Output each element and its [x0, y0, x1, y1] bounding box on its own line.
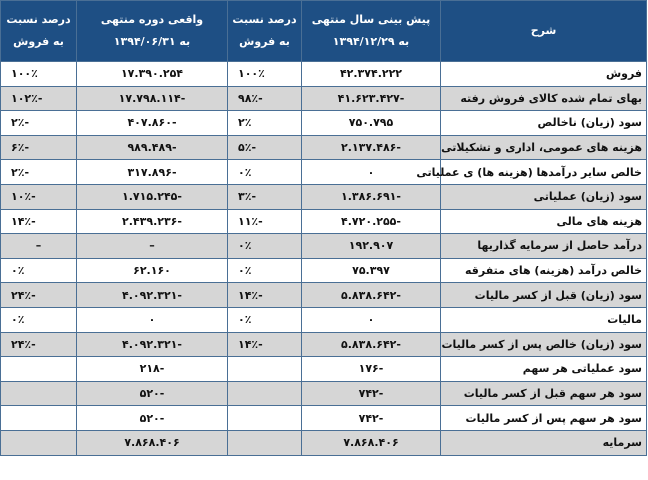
table-row	[1, 234, 647, 259]
row-forecast-value: ۰	[302, 160, 441, 185]
row-actual-value: -۵۲۰	[77, 406, 228, 431]
row-forecast-value: ۷.۸۶۸.۴۰۶	[302, 430, 441, 455]
row-forecast-pct: -۱۴٪	[228, 332, 302, 357]
row-actual-pct	[1, 430, 77, 455]
row-actual-pct: -۲۴٪	[1, 332, 77, 357]
row-forecast-pct: ۱۰۰٪	[228, 62, 302, 87]
header-description	[441, 1, 647, 62]
row-forecast-pct: ۰٪	[228, 160, 302, 185]
table-row	[1, 111, 647, 136]
row-description: سود (زیان) قبل از کسر مالیات	[441, 283, 647, 308]
row-actual-value: -۱۷.۷۹۸.۱۱۴	[77, 86, 228, 111]
row-actual-pct: -۲٪	[1, 160, 77, 185]
row-forecast-pct: -۱۴٪	[228, 283, 302, 308]
row-forecast-value: ۴۲.۳۷۴.۲۲۲	[302, 62, 441, 87]
table-row	[1, 209, 647, 234]
header-actual	[77, 1, 228, 62]
table-row	[1, 381, 647, 406]
row-actual-value: ۰	[77, 307, 228, 332]
row-forecast-value: -۱۷۶	[302, 357, 441, 382]
table-row	[1, 135, 647, 160]
row-forecast-pct	[228, 357, 302, 382]
row-description: سود هر سهم قبل از کسر مالیات	[441, 381, 647, 406]
row-actual-pct: -۱۴٪	[1, 209, 77, 234]
table-row	[1, 430, 647, 455]
row-forecast-value: -۱.۳۸۶.۶۹۱	[302, 184, 441, 209]
row-description: درآمد حاصل از سرمایه گذاریها	[441, 234, 647, 259]
table-row	[1, 283, 647, 308]
row-actual-pct: –	[1, 234, 77, 259]
table-row	[1, 307, 647, 332]
row-description: سود هر سهم پس از کسر مالیات	[441, 406, 647, 431]
row-forecast-pct: -۹۸٪	[228, 86, 302, 111]
row-forecast-value: -۴.۷۲۰.۲۵۵	[302, 209, 441, 234]
row-forecast-pct: -۳٪	[228, 184, 302, 209]
row-actual-value: -۲۱۸	[77, 357, 228, 382]
table-row	[1, 357, 647, 382]
row-forecast-value: ۷۵۰.۷۹۵	[302, 111, 441, 136]
row-forecast-value: ۰	[302, 307, 441, 332]
row-forecast-pct: ۰٪	[228, 234, 302, 259]
row-description: سود (زیان) عملیاتی	[441, 184, 647, 209]
row-forecast-value: ۱۹۲.۹۰۷	[302, 234, 441, 259]
row-forecast-value: -۲.۱۳۷.۴۸۶	[302, 135, 441, 160]
header-forecast	[302, 1, 441, 62]
header-actual-pct-line1: درصد نسبت	[6, 13, 71, 26]
row-description: سود (زیان) ناخالص	[441, 111, 647, 136]
row-actual-value: -۴.۰۹۲.۳۲۱	[77, 283, 228, 308]
row-actual-pct	[1, 406, 77, 431]
header-row	[1, 1, 647, 62]
row-actual-value: -۴.۰۹۲.۳۲۱	[77, 332, 228, 357]
row-description: بهای تمام شده کالای فروش رفته	[441, 86, 647, 111]
row-actual-pct: ۰٪	[1, 258, 77, 283]
row-forecast-value: ۷۵.۳۹۷	[302, 258, 441, 283]
header-forecast-line2: به ۱۳۹۴/۱۲/۲۹	[332, 35, 410, 48]
row-forecast-pct: -۵٪	[228, 135, 302, 160]
row-actual-pct	[1, 381, 77, 406]
row-description: خالص درآمد (هزینه) های متفرقه	[441, 258, 647, 283]
row-forecast-pct	[228, 381, 302, 406]
header-actual-line2: به ۱۳۹۴/۰۶/۳۱	[113, 35, 191, 48]
table-row	[1, 332, 647, 357]
header-description-label: شرح	[530, 24, 557, 37]
row-forecast-value: -۷۴۲	[302, 381, 441, 406]
row-forecast-pct: ۰٪	[228, 258, 302, 283]
row-description: سود عملیاتی هر سهم	[441, 357, 647, 382]
row-actual-value: ۷.۸۶۸.۴۰۶	[77, 430, 228, 455]
row-forecast-value: -۵.۸۳۸.۶۴۲	[302, 332, 441, 357]
row-description: مالیات	[441, 307, 647, 332]
header-actual-pct	[1, 1, 77, 62]
row-actual-value: -۴۰۷.۸۶۰	[77, 111, 228, 136]
row-description: فروش	[441, 62, 647, 87]
row-forecast-pct: -۱۱٪	[228, 209, 302, 234]
row-actual-value: -۱.۷۱۵.۲۴۵	[77, 184, 228, 209]
row-actual-pct: ۱۰۰٪	[1, 62, 77, 87]
row-actual-pct: ۰٪	[1, 307, 77, 332]
row-actual-pct: -۲۴٪	[1, 283, 77, 308]
row-actual-pct: -۱۰۲٪	[1, 86, 77, 111]
row-actual-value: -۵۲۰	[77, 381, 228, 406]
row-actual-value: ۶۲.۱۶۰	[77, 258, 228, 283]
table-row	[1, 184, 647, 209]
table-row	[1, 160, 647, 185]
row-forecast-pct	[228, 406, 302, 431]
row-forecast-value: -۷۴۲	[302, 406, 441, 431]
row-forecast-pct: ۲٪	[228, 111, 302, 136]
row-forecast-pct: ۰٪	[228, 307, 302, 332]
row-description: خالص سایر درآمدها (هزینه ها) ی عملیاتی	[441, 160, 647, 185]
row-description: سود (زیان) خالص پس از کسر مالیات	[441, 332, 647, 357]
row-actual-pct	[1, 357, 77, 382]
row-actual-pct: -۲٪	[1, 111, 77, 136]
row-description: سرمایه	[441, 430, 647, 455]
header-forecast-pct-line2: به فروش	[239, 35, 290, 48]
table-row	[1, 62, 647, 87]
row-actual-value: –	[77, 234, 228, 259]
row-actual-value: -۳۱۷.۸۹۶	[77, 160, 228, 185]
row-actual-value: -۹۸۹.۴۸۹	[77, 135, 228, 160]
header-actual-pct-line2: به فروش	[13, 35, 64, 48]
header-forecast-pct-line1: درصد نسبت	[232, 13, 297, 26]
table-row	[1, 258, 647, 283]
table-header	[1, 1, 647, 62]
row-description: هزینه های عمومی، اداری و تشکیلاتی	[441, 135, 647, 160]
row-description: هزینه های مالی	[441, 209, 647, 234]
table-body	[1, 62, 647, 456]
row-actual-pct: -۶٪	[1, 135, 77, 160]
table-row	[1, 406, 647, 431]
header-forecast-line1: پیش بینی سال منتهی	[311, 13, 431, 26]
row-forecast-value: -۵.۸۳۸.۶۴۲	[302, 283, 441, 308]
header-actual-line1: واقعی دوره منتهی	[100, 13, 204, 26]
row-actual-value: -۲.۴۳۹.۲۳۶	[77, 209, 228, 234]
row-actual-value: ۱۷.۳۹۰.۲۵۴	[77, 62, 228, 87]
table-row	[1, 86, 647, 111]
row-actual-pct: -۱۰٪	[1, 184, 77, 209]
row-forecast-pct	[228, 430, 302, 455]
header-forecast-pct	[228, 1, 302, 62]
row-forecast-value: -۴۱.۶۲۳.۴۲۷	[302, 86, 441, 111]
